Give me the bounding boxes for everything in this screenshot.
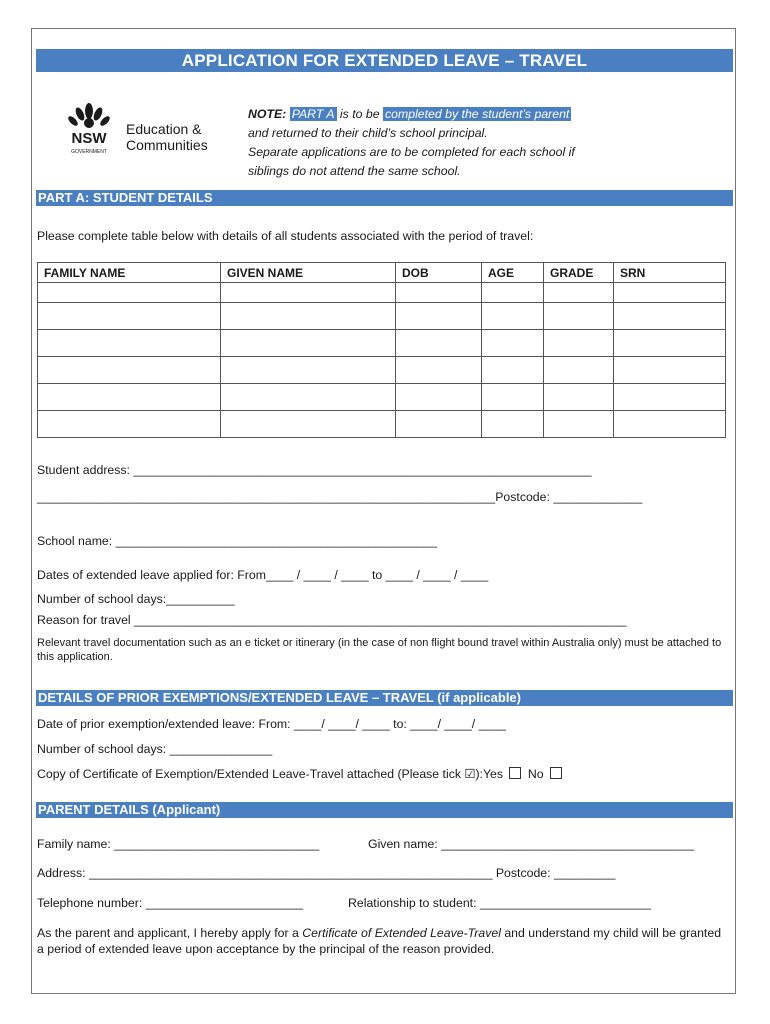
cell-age[interactable]	[482, 303, 544, 330]
form-page	[31, 28, 736, 994]
cell-family-name[interactable]	[38, 283, 221, 303]
no-checkbox[interactable]	[550, 767, 562, 779]
cell-srn[interactable]	[614, 283, 726, 303]
prior-exemptions-heading: DETAILS OF PRIOR EXEMPTIONS/EXTENDED LEAVE – TRAVEL (if applicable)	[36, 690, 733, 706]
cell-age[interactable]	[482, 411, 544, 438]
travel-docs-note: Relevant travel documentation such as an e ticket or itinerary (in the case of non flight bound travel within Australia only) must be attached to this application.	[37, 637, 722, 663]
parent-family-name-field[interactable]: Family name: ______________________________	[37, 837, 320, 851]
cell-given-name[interactable]	[221, 357, 396, 384]
note-line2: and returned to their child’s school principal.	[248, 126, 488, 140]
relationship-field[interactable]: Relationship to student: _________________________	[348, 896, 651, 910]
certificate-copy-label: Copy of Certificate of Exemption/Extended Leave-Travel attached (Please tick ☑):Yes	[37, 767, 504, 781]
logo-line1: Education &	[126, 121, 202, 137]
cell-age[interactable]	[482, 357, 544, 384]
cell-family-name[interactable]	[38, 303, 221, 330]
cell-grade[interactable]	[544, 411, 614, 438]
col-age: AGE	[482, 263, 544, 283]
cell-srn[interactable]	[614, 303, 726, 330]
prior-exemption-date-field[interactable]: Date of prior exemption/extended leave: From: ____/ ____/ ____ to: ____/ ____/ ____	[37, 717, 506, 731]
table-row	[38, 411, 726, 438]
cell-dob[interactable]	[396, 283, 482, 303]
prior-school-days-field[interactable]: Number of school days: _______________	[37, 742, 273, 756]
students-table	[37, 262, 726, 438]
cell-grade[interactable]	[544, 357, 614, 384]
form-title: APPLICATION FOR EXTENDED LEAVE – TRAVEL	[36, 49, 733, 72]
cell-grade[interactable]	[544, 303, 614, 330]
cell-grade[interactable]	[544, 384, 614, 411]
nsw-logo	[54, 101, 214, 157]
part-a-intro: Please complete table below with details of all students associated with the period of travel:	[37, 229, 534, 243]
declaration-text	[37, 925, 727, 957]
cell-age[interactable]	[482, 283, 544, 303]
travel-reason-field[interactable]: Reason for travel ________________________________________________________________________	[37, 613, 627, 627]
cell-dob[interactable]	[396, 303, 482, 330]
cell-srn[interactable]	[614, 330, 726, 357]
cell-age[interactable]	[482, 330, 544, 357]
waratah-icon	[54, 101, 124, 157]
cell-family-name[interactable]	[38, 357, 221, 384]
note-highlight: completed by the student’s parent	[385, 107, 570, 121]
parent-details-heading: PARENT DETAILS (Applicant)	[36, 802, 733, 818]
cell-family-name[interactable]	[38, 330, 221, 357]
student-address-field[interactable]: Student address: ___________________________________________________________________	[37, 463, 592, 477]
note-mid: is to be	[336, 107, 383, 121]
cell-dob[interactable]	[396, 357, 482, 384]
cell-dob[interactable]	[396, 330, 482, 357]
col-given-name: GIVEN NAME	[221, 263, 396, 283]
table-row	[38, 357, 726, 384]
table-row	[38, 283, 726, 303]
school-days-field[interactable]: Number of school days:__________	[37, 592, 235, 606]
note-block	[248, 105, 638, 181]
declaration-part-a: As the parent and applicant, I hereby apply for a	[37, 926, 303, 940]
table-row	[38, 330, 726, 357]
cell-grade[interactable]	[544, 283, 614, 303]
table-row	[38, 384, 726, 411]
parent-given-name-field[interactable]: Given name: _____________________________________	[368, 837, 695, 851]
cell-given-name[interactable]	[221, 283, 396, 303]
note-line4: siblings do not attend the same school.	[248, 164, 461, 178]
cell-given-name[interactable]	[221, 384, 396, 411]
cell-given-name[interactable]	[221, 303, 396, 330]
student-address-postcode-field[interactable]: ___________________________________________________________________Postcode: _____________	[37, 490, 643, 504]
col-grade: GRADE	[544, 263, 614, 283]
note-label: NOTE:	[248, 107, 287, 121]
telephone-field[interactable]: Telephone number: _______________________	[37, 896, 303, 910]
cell-dob[interactable]	[396, 411, 482, 438]
table-row	[38, 303, 726, 330]
note-line3: Separate applications are to be completed for each school if	[248, 145, 575, 159]
logo-sub: GOVERNMENT	[71, 149, 107, 155]
declaration-part-b: and understand my child will be granted a period of extended leave upon acceptance by the principal of the reason provided.	[37, 926, 722, 956]
cell-dob[interactable]	[396, 384, 482, 411]
leave-dates-field[interactable]: Dates of extended leave applied for: From____ / ____ / ____ to ____ / ____ / ____	[37, 568, 489, 582]
cell-family-name[interactable]	[38, 384, 221, 411]
table-header-row	[38, 263, 726, 283]
certificate-copy-row	[37, 767, 565, 781]
cell-age[interactable]	[482, 384, 544, 411]
part-a-heading: PART A: STUDENT DETAILS	[36, 190, 733, 206]
col-srn: SRN	[614, 263, 726, 283]
cell-given-name[interactable]	[221, 330, 396, 357]
yes-checkbox[interactable]	[509, 767, 521, 779]
school-name-field[interactable]: School name: _______________________________________________	[37, 534, 438, 548]
declaration-certificate: Certificate of Extended Leave-Travel	[302, 926, 501, 940]
cell-srn[interactable]	[614, 411, 726, 438]
note-line1	[248, 105, 638, 124]
parent-address-field[interactable]: Address: ___________________________________________________________ Postcode: _________	[37, 866, 616, 880]
col-dob: DOB	[396, 263, 482, 283]
col-family-name: FAMILY NAME	[38, 263, 221, 283]
cell-grade[interactable]	[544, 330, 614, 357]
note-part: PART A	[291, 107, 335, 121]
logo-text	[126, 121, 208, 153]
cell-srn[interactable]	[614, 384, 726, 411]
cell-srn[interactable]	[614, 357, 726, 384]
no-label: No	[527, 767, 544, 781]
cell-given-name[interactable]	[221, 411, 396, 438]
logo-line2: Communities	[126, 137, 208, 153]
logo-org: NSW	[71, 130, 107, 147]
cell-family-name[interactable]	[38, 411, 221, 438]
